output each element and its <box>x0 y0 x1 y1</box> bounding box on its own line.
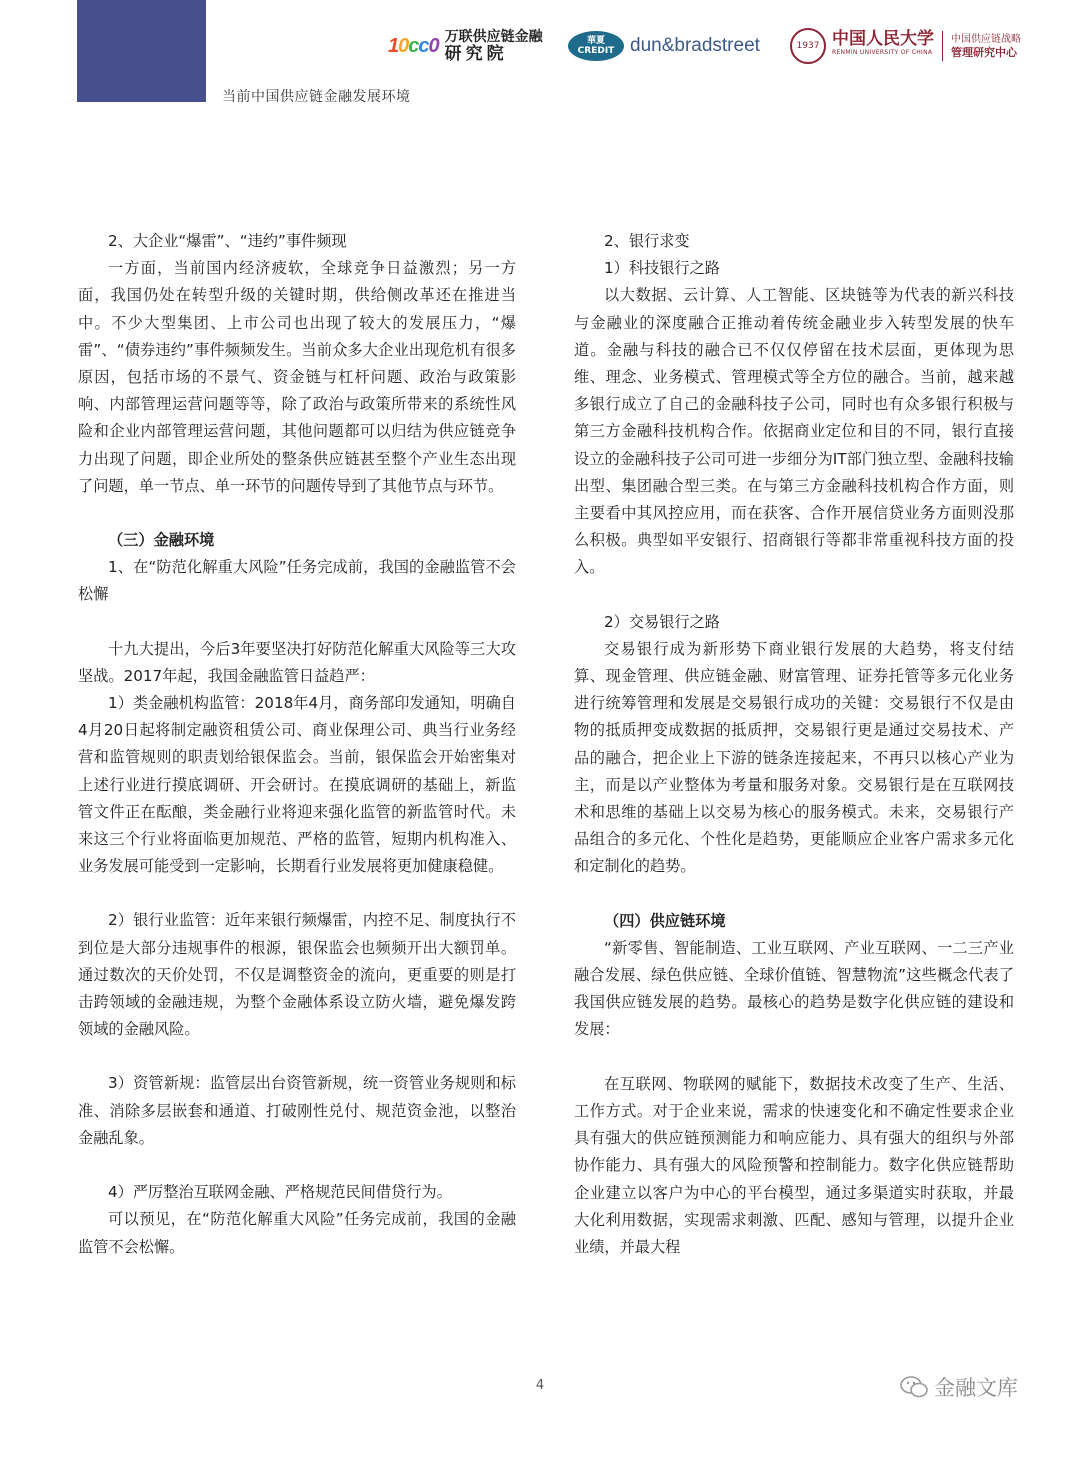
heading-bank-change: 2、银行求变 <box>604 232 690 250</box>
huaxia-credit-badge: 華夏 CREDIT <box>568 31 624 61</box>
page-number: 4 <box>535 1378 545 1393</box>
subheading-regulation: 1、在“防范化解重大风险”任务完成前，我国的金融监管不会松懈 <box>78 558 516 604</box>
paragraph: 十九大提出，今后3年要坚决打好防范化解重大风险等三大攻坚战。2017年起，我国金融监管日益趋严： <box>78 639 516 685</box>
paragraph: 2）银行业监管：近年来银行频爆雷，内控不足、制度执行不到位是大部分违规事件的根源，银保监会也频频开出大额罚单。通过数次的天价处罚，不仅是调整资金的流向，更重要的则是打击跨领域的金融违规，为整个金融体系设立防火墙，避免爆发跨领域的金融风险。 <box>78 911 516 1039</box>
dnb-wordmark: dun&bradstreet <box>630 35 760 56</box>
right-column <box>574 228 1014 1261</box>
paragraph: 3）资管新规：监管层出台资管新规，统一资管业务规则和标准、消除多层嵌套和通道、打破刚性兑付、规范资金池，以整治金融乱象。 <box>78 1074 516 1147</box>
renmin-logo <box>790 22 1021 70</box>
renmin-name-cn: 中国人民大学 <box>832 29 934 49</box>
renmin-seal-icon: 1937 <box>790 28 826 64</box>
page-subtitle: 当前中国供应链金融发展环境 <box>222 89 411 105</box>
subheading-transaction-bank: 2）交易银行之路 <box>604 612 720 631</box>
wanlian-logo <box>388 22 543 70</box>
paragraph: 一方面，当前国内经济疲软，全球竞争日益激烈；另一方面，我国仍处在转型升级的关键时期，供给侧改革还在推进当中。不少大型集团、上市公司也出现了较大的发展压力，“爆雷”、“债券违约”事件频频发生。当前众多大企业出现危机有很多原因，包括市场的不景气、资金链与杠杆问题、政治与政策影响、内部管理运营问题等等，除了政治与政策所带来的系统性风险和企业内部管理运营问题，其他问题都可以归结为供应链竞争力出现了问题，即企业所处的整条供应链甚至整个产业生态出现了问题，单一节点、单一环节的问题传导到了其他节点与环节。 <box>78 259 516 495</box>
paragraph: 在互联网、物联网的赋能下，数据技术改变了生产、生活、工作方式。对于企业来说，需求的快速变化和不确定性要求企业具有强大的供应链预测能力和响应能力、具有强大的组织与外部协作能力、具有强大的风险预警和控制能力。数字化供应链帮助企业建立以客户为中心的平台模型，通过多渠道实时获取，并最大化利用数据，实现需求刺激、匹配、感知与管理，以提升企业业绩，并最大程 <box>574 1074 1014 1256</box>
watermark-text: 金融文库 <box>934 1376 1018 1400</box>
wanlian-institute: 研究院 <box>444 44 508 64</box>
left-column <box>78 228 516 1261</box>
paragraph: “新零售、智能制造、工业互联网、产业互联网、一二三产业融合发展、绿色供应链、全球价值链、智慧物流”这些概念代表了我国供应链发展的趋势。最核心的趋势是数字化供应链的建设和发展： <box>574 938 1014 1039</box>
wanlian-name: 万联供应链金融 <box>444 29 543 45</box>
header-logos <box>388 22 1028 70</box>
renmin-name-en: RENMIN UNIVERSITY OF CHINA <box>832 49 933 56</box>
paragraph: 交易银行成为新形势下商业银行发展的大趋势，将支付结算、现金管理、供应链金融、财富管理、证券托管等多元化业务进行统筹管理和发展是交易银行成功的关键：交易银行不仅是由物的抵质押变成数据的抵质押，交易银行更是通过交易技术、产品的融合，把企业上下游的链条连接起来，不再只以核心产业为主，而是以产业整体为考量和服务对象。交易银行是在互联网技术和思维的基础上以交易为核心的服务模式。未来，交易银行产品组合的多元化、个性化是趋势，更能顺应企业客户需求多元化和定制化的趋势。 <box>574 639 1014 876</box>
header-color-block <box>77 0 206 102</box>
paragraph: 可以预见，在“防范化解重大风险”任务完成前，我国的金融监管不会松懈。 <box>78 1210 516 1256</box>
center-name-line2: 管理研究中心 <box>951 46 1017 59</box>
subheading-tech-bank: 1）科技银行之路 <box>604 259 720 278</box>
paragraph: 1）类金融机构监管：2018年4月，商务部印发通知，明确自4月20日起将制定融资租赁公司、商业保理公司、典当行业务经营和监管规则的职责划给银保监会。当前，银保监会开始密集对上述行业进行摸底调研、开会研讨。在摸底调研的基础上，新监管文件正在酝酿，类金融行业将迎来强化监管的新监管时代。未来这三个行业将面临更加规范、严格的监管，短期内机构准入、业务发展可能受到一定影响，长期看行业发展将更加健康稳健。 <box>78 694 516 876</box>
wechat-icon <box>900 1376 928 1398</box>
wanlian-mark: 10cc0 <box>388 34 439 57</box>
huaxia-dnb-logo <box>568 22 760 70</box>
section-heading-finance: （三）金融环境 <box>108 531 215 550</box>
watermark <box>900 1372 1018 1402</box>
section-heading-supply-chain: （四）供应链环境 <box>604 911 726 930</box>
paragraph: 4）严厉整治互联网金融、严格规范民间借贷行为。 <box>108 1183 452 1202</box>
heading-large-enterprise-default: 2、大企业“爆雷”、“违约”事件频现 <box>108 232 347 250</box>
paragraph: 以大数据、云计算、人工智能、区块链等为代表的新兴科技与金融业的深度融合正推动着传统金融业步入转型发展的快车道。金融与科技的融合已不仅仅停留在技术层面，更体现为思维、理念、业务模式、管理模式等全方位的融合。当前，越来越多银行成立了自己的金融科技子公司，同时也有众多银行积极与第三方金融科技机构合作。依据商业定位和目的不同，银行直接设立的金融科技子公司可进一步细分为IT部门独立型、金融科技输出型、集团融合型三类。在与第三方金融科技机构合作方面，则主要看中其风控应用，而在获客、合作开展信贷业务方面则没那么积极。典型如平安银行、招商银行等都非常重视科技方面的投入。 <box>574 286 1014 577</box>
center-name-line1: 中国供应链战略 <box>951 34 1021 45</box>
logo-divider <box>942 31 943 61</box>
